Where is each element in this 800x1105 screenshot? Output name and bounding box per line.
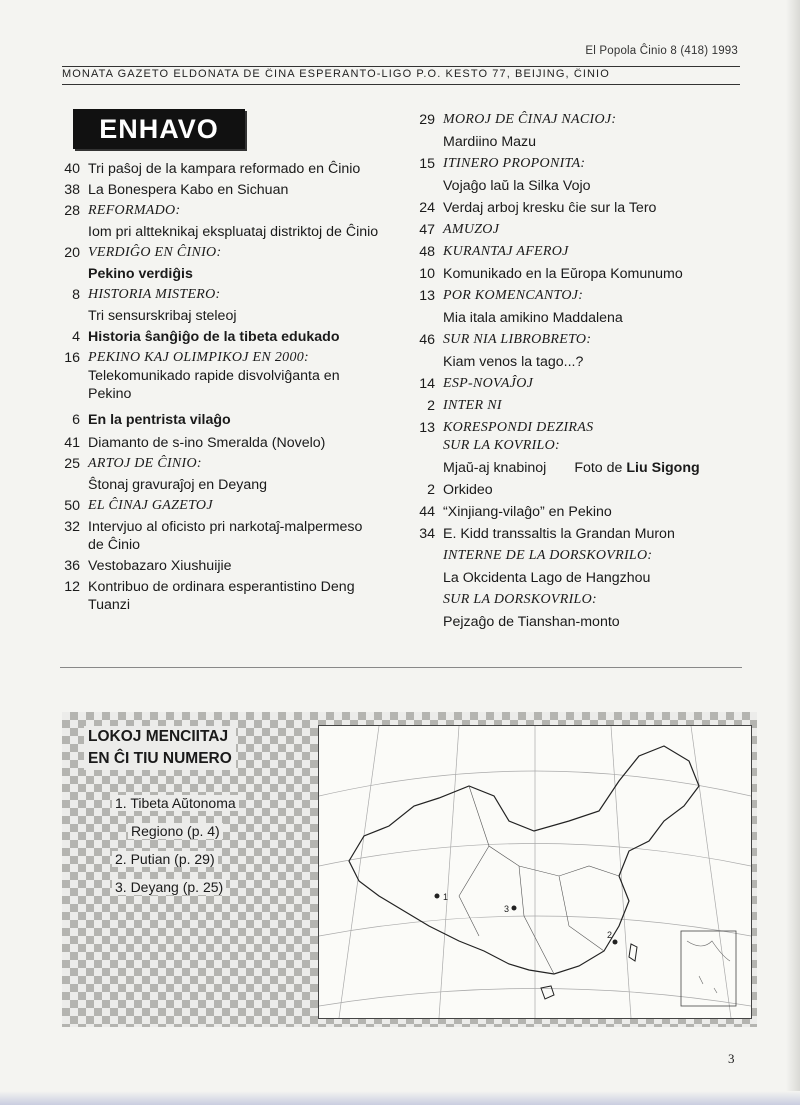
page-num: 25 [64, 456, 80, 472]
page-num: 47 [419, 222, 435, 238]
page-num [405, 177, 443, 195]
location-marker-3 [504, 904, 517, 914]
page-num: 15 [419, 156, 435, 172]
china-map [318, 725, 752, 1019]
page-num: 2 [427, 398, 435, 414]
page-num: 13 [419, 420, 435, 436]
cover-credit [405, 459, 745, 477]
toc-entry [50, 181, 380, 199]
page-num: 34 [419, 526, 435, 542]
page-edge-bottom [0, 1091, 800, 1105]
entry-title: Verdaj arboj kresku ĉie sur la Tero [443, 200, 657, 216]
page-number: 3 [728, 1051, 735, 1066]
page-num: 4 [72, 329, 80, 345]
entry-title: Ŝtonaj gravuraĵoj en Deyang [88, 477, 268, 493]
page-num: 46 [419, 332, 435, 348]
map-label: 3 [504, 904, 510, 914]
page-num: 41 [64, 435, 80, 451]
section-heading: VERDIĜO EN ĈINIO: [88, 245, 222, 260]
header-rule [62, 66, 740, 67]
section-heading: INTER NI [443, 398, 502, 413]
entry-title: Pejzaĝo de Tianshan-monto [443, 614, 620, 630]
entry-title: La Okcidenta Lago de Hangzhou [443, 570, 651, 586]
section-heading: KORESPONDI DEZIRAS [443, 420, 594, 435]
taiwan-island [629, 944, 637, 961]
toc-entry [405, 177, 745, 195]
entry-title: La Bonespera Kabo en Sichuan [88, 182, 289, 198]
section-heading: EL ĈINAJ GAZETOJ [88, 498, 213, 513]
entry-title: Vestobazaro Xiushuijie [88, 558, 232, 574]
section-heading: SUR LA KOVRILO: [443, 438, 561, 453]
page-num: 24 [419, 200, 435, 216]
entry-title: Pekino verdiĝis [88, 266, 193, 282]
page-num [405, 133, 443, 151]
page-num: 28 [64, 203, 80, 219]
page-num [405, 613, 443, 631]
publication-line: El Popola Ĉinio 8 (418) 1993 [585, 45, 738, 57]
toc-entry [405, 481, 745, 499]
section-heading: ARTOJ DE ĈINIO: [88, 456, 202, 471]
cover-title: Mjaŭ-aj knabinoj [443, 460, 547, 476]
section-heading: ITINERO PROPONITA: [443, 156, 586, 171]
page-num [405, 569, 443, 587]
location-item: Regiono (p. 4) [128, 823, 223, 839]
toc-entry [50, 307, 380, 325]
toc-entry [50, 265, 380, 283]
map-graticule [319, 726, 751, 1018]
toc-entry [405, 397, 745, 415]
toc-left-column [50, 160, 380, 614]
section-heading: POR KOMENCANTOJ: [443, 288, 584, 303]
toc-entry [50, 476, 380, 494]
toc-entry [405, 133, 745, 151]
entry-title: Tri sensurskribaj steleoj [88, 308, 237, 324]
toc-entry [405, 375, 745, 393]
entry-title: Kiam venos la tago...? [443, 354, 584, 370]
page-num: 6 [72, 412, 80, 428]
entry-title: Telekomunikado rapide disvolviĝanta en Pekino [88, 368, 340, 402]
entry-title: Orkideo [443, 482, 493, 498]
toc-entry [50, 518, 380, 554]
toc-entry [50, 244, 380, 262]
header-rule [62, 84, 740, 85]
toc-entry [405, 199, 745, 217]
page-num: 13 [419, 288, 435, 304]
toc-entry [405, 111, 745, 129]
toc-entry [405, 331, 745, 349]
inset-coastline [687, 941, 730, 993]
toc-entry [50, 223, 380, 241]
toc-entry [50, 455, 380, 473]
hainan-island [541, 986, 554, 999]
location-item: 2. Putian (p. 29) [112, 851, 218, 867]
toc-entry [405, 243, 745, 261]
entry-title: E. Kidd transsaltis la Grandan Muron [443, 526, 675, 542]
toc-entry [50, 411, 380, 429]
page-num: 36 [64, 558, 80, 574]
toc-entry [405, 265, 745, 283]
toc-entry [50, 349, 380, 367]
entry-title: Komunikado en la Eŭropa Komunumo [443, 266, 683, 282]
page-num: 12 [64, 579, 80, 595]
page-num [50, 223, 88, 241]
credit-label: Foto de [574, 460, 623, 476]
toc-entry [50, 328, 380, 346]
page-num [50, 367, 88, 403]
entry-title: “Xinjiang-vilaĝo” en Pekino [443, 504, 612, 520]
entry-title: Iom pri altteknikaj ekspluataj distriktoj de Ĉinio [88, 224, 379, 240]
page-num: 48 [419, 244, 435, 260]
province-borders [459, 786, 619, 974]
page-edge [786, 0, 800, 1105]
toc-entry [405, 221, 745, 239]
toc-entry [405, 569, 745, 587]
page-num: 44 [419, 504, 435, 520]
entry-title: Mardiino Mazu [443, 134, 537, 150]
page-num [405, 547, 443, 565]
toc-entry [405, 613, 745, 631]
locations-title-line: LOKOJ MENCIITAJ [88, 728, 229, 745]
page-num: 32 [64, 519, 80, 535]
location-item: 1. Tibeta Aŭtonoma [112, 795, 239, 811]
toc-entry [405, 437, 745, 455]
page-num [405, 591, 443, 609]
masthead: MONATA GAZETO ELDONATA DE ĈINA ESPERANTO-LIGO P.O. KESTO 77, BEIJING, ĈINIO [62, 68, 610, 80]
section-heading: SUR NIA LIBROBRETO: [443, 332, 592, 347]
location-item: 3. Deyang (p. 25) [112, 879, 226, 895]
section-heading: MOROJ DE ĈINAJ NACIOJ: [443, 112, 617, 127]
entry-title: Kontribuo de ordinara esperantistino Deng Tuanzi [88, 579, 355, 613]
section-heading: KURANTAJ AFEROJ [443, 244, 569, 259]
map-graphic [319, 726, 751, 1018]
toc-entry [50, 434, 380, 452]
entry-title: Tri paŝoj de la kampara reformado en Ĉinio [88, 161, 361, 177]
entry-title: Intervjuo al oficisto pri narkotaĵ-malpermeso de Ĉinio [88, 519, 363, 553]
page-num: 50 [64, 498, 80, 514]
page-num: 14 [419, 376, 435, 392]
locations-title-line: EN ĈI TIU NUMERO [88, 750, 232, 767]
toc-entry [405, 309, 745, 327]
entry-title: Vojaĝo laŭ la Silka Vojo [443, 178, 591, 194]
toc-entry [405, 353, 745, 371]
page-num: 38 [64, 182, 80, 198]
page-num: 8 [72, 287, 80, 303]
page-num: 16 [64, 350, 80, 366]
entry-title: Historia ŝanĝiĝo de la tibeta edukado [88, 329, 340, 345]
locations-title [84, 726, 236, 770]
page-num [405, 309, 443, 327]
section-heading: ESP-NOVAĴOJ [443, 376, 534, 391]
page-num [50, 476, 88, 494]
toc-entry [50, 497, 380, 515]
toc-entry [50, 557, 380, 575]
toc-entry [50, 202, 380, 220]
toc-right-column [405, 111, 745, 631]
map-label: 1 [443, 892, 449, 902]
entry-title: Mia itala amikino Maddalena [443, 310, 623, 326]
section-divider [60, 667, 742, 668]
toc-entry [405, 591, 745, 609]
page-num: 40 [64, 161, 80, 177]
page-num [50, 265, 88, 283]
credit-author: Liu Sigong [626, 460, 700, 476]
toc-entry [405, 503, 745, 521]
section-heading: SUR LA DORSKOVRILO: [443, 592, 597, 607]
section-heading: INTERNE DE LA DORSKOVRILO: [443, 548, 653, 563]
section-heading: PEKINO KAJ OLIMPIKOJ EN 2000: [88, 350, 310, 365]
page-num [405, 437, 443, 455]
page-num [50, 307, 88, 325]
page-num [405, 353, 443, 371]
location-marker-1 [435, 892, 449, 902]
toc-entry [405, 287, 745, 305]
toc-entry [405, 155, 745, 173]
toc-title: ENHAVO [73, 109, 245, 149]
page-num: 2 [427, 482, 435, 498]
map-label: 2 [607, 930, 613, 940]
toc-entry [50, 578, 380, 614]
toc-entry [405, 547, 745, 565]
section-heading: AMUZOJ [443, 222, 500, 237]
section-heading: REFORMADO: [88, 203, 181, 218]
page-num: 29 [419, 112, 435, 128]
page-num: 10 [419, 266, 435, 282]
section-heading: HISTORIA MISTERO: [88, 287, 221, 302]
toc-entry [405, 419, 745, 437]
toc-entry [50, 160, 380, 178]
entry-title: Diamanto de s-ino Smeralda (Novelo) [88, 435, 326, 451]
toc-entry [405, 525, 745, 543]
toc-entry [50, 286, 380, 304]
entry-title: En la pentrista vilaĝo [88, 412, 231, 428]
toc-entry [50, 367, 380, 403]
page-num: 20 [64, 245, 80, 261]
